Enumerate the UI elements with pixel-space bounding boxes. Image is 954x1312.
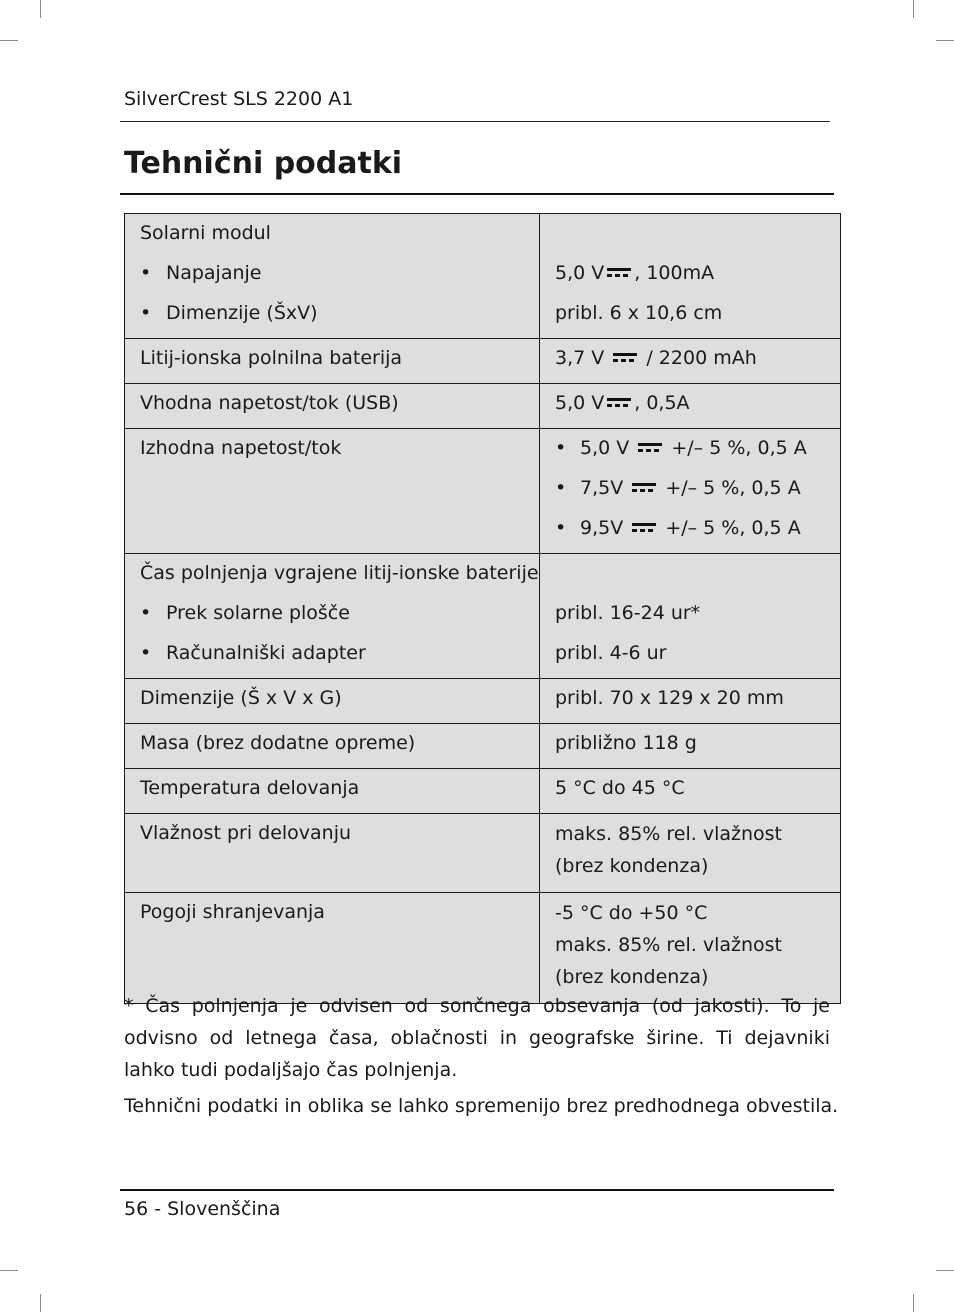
table-row	[125, 893, 841, 1004]
page-title: Tehnični podatki	[124, 146, 403, 181]
table-row	[125, 554, 841, 679]
dc-voltage-icon	[631, 481, 657, 495]
spec-value	[540, 214, 841, 339]
spec-table	[124, 213, 841, 1004]
row-label: Solarni modul	[140, 222, 271, 244]
spec-value	[540, 339, 841, 384]
spec-value	[540, 554, 841, 679]
header-rule	[120, 121, 830, 122]
table-row	[125, 814, 841, 893]
table-row	[125, 769, 841, 814]
bullet-icon: •	[555, 477, 567, 499]
dc-voltage-icon	[637, 441, 663, 455]
crop-mark	[0, 40, 18, 41]
crop-mark	[936, 1270, 954, 1271]
row-label: Dimenzije (Š x V x G)	[125, 679, 540, 724]
row-label: Temperatura delovanja	[125, 769, 540, 814]
table-row	[125, 214, 841, 339]
value-text: pribl. 16-24 ur*	[555, 602, 701, 624]
crop-mark	[40, 1294, 41, 1312]
value-text: 9,5V	[580, 517, 624, 539]
row-label: Izhodna napetost/tok	[125, 429, 540, 554]
value-text: pribl. 4-6 ur	[555, 642, 667, 664]
dc-voltage-icon	[631, 521, 657, 535]
value-text: (brez kondenza)	[555, 855, 709, 877]
crop-mark	[936, 40, 954, 41]
footnote: * Čas polnjenja je odvisen od sončnega obsevanja (od jakosti). To je odvisno od letnega časa, oblačnosti in geografske širine. Ti dejavniki lahko tudi podaljšajo čas polnjenja.	[124, 995, 830, 1081]
row-label: Vlažnost pri delovanju	[125, 814, 540, 893]
value-text: , 0,5A	[634, 392, 690, 414]
value-text: maks. 85% rel. vlažnost	[555, 823, 782, 845]
table-row	[125, 429, 841, 554]
row-label: Litij-ionska polnilna baterija	[125, 339, 540, 384]
bullet-icon: •	[140, 602, 152, 624]
value-text: 5 °C do 45 °C	[540, 769, 841, 814]
dc-voltage-icon	[606, 396, 632, 410]
value-text: -5 °C do +50 °C	[555, 902, 708, 924]
bullet-icon: •	[140, 302, 152, 324]
table-row	[125, 384, 841, 429]
value-text: / 2200 mAh	[646, 347, 757, 369]
table-row	[125, 339, 841, 384]
footer-rule	[120, 1189, 834, 1191]
row-label: Čas polnjenja vgrajene litij-ionske baterije	[140, 562, 539, 584]
crop-mark	[913, 1294, 914, 1312]
spec-label	[125, 554, 540, 679]
spec-value	[540, 384, 841, 429]
value-text: +/– 5 %, 0,5 A	[665, 517, 801, 539]
crop-mark	[40, 0, 41, 18]
table-row	[125, 724, 841, 769]
running-header: SilverCrest SLS 2200 A1	[124, 88, 354, 110]
title-rule	[120, 193, 834, 195]
sub-label: Dimenzije (ŠxV)	[166, 302, 318, 324]
value-text: približno 118 g	[540, 724, 841, 769]
value-text: 3,7 V	[555, 347, 605, 369]
crop-mark	[913, 0, 914, 18]
value-text: 5,0 V	[555, 262, 605, 284]
value-text: (brez kondenza)	[555, 966, 709, 988]
row-label: Pogoji shranjevanja	[125, 893, 540, 1004]
spec-value	[540, 814, 841, 893]
crop-mark	[0, 1270, 18, 1271]
bullet-icon: •	[555, 437, 567, 459]
value-text: 5,0 V	[580, 437, 630, 459]
value-text: +/– 5 %, 0,5 A	[671, 437, 807, 459]
value-text: pribl. 70 x 129 x 20 mm	[540, 679, 841, 724]
value-text: +/– 5 %, 0,5 A	[665, 477, 801, 499]
value-text: pribl. 6 x 10,6 cm	[555, 302, 723, 324]
dc-voltage-icon	[606, 266, 632, 280]
value-text: , 100mA	[634, 262, 715, 284]
value-text: 5,0 V	[555, 392, 605, 414]
spec-value	[540, 429, 841, 554]
bullet-icon: •	[555, 517, 567, 539]
table-row	[125, 679, 841, 724]
sub-label: Napajanje	[166, 262, 262, 284]
spec-value	[540, 893, 841, 1004]
value-text: 7,5V	[580, 477, 624, 499]
spec-label	[125, 214, 540, 339]
disclaimer-note: Tehnični podatki in oblika se lahko spremenijo brez predhodnega obvestila.	[124, 1095, 839, 1117]
sub-label: Računalniški adapter	[166, 642, 366, 664]
value-text: maks. 85% rel. vlažnost	[555, 934, 782, 956]
bullet-icon: •	[140, 642, 152, 664]
row-label: Vhodna napetost/tok (USB)	[125, 384, 540, 429]
row-label: Masa (brez dodatne opreme)	[125, 724, 540, 769]
sub-label: Prek solarne plošče	[166, 602, 350, 624]
dc-voltage-icon	[612, 351, 638, 365]
page-number: 56 - Slovenščina	[124, 1198, 281, 1220]
bullet-icon: •	[140, 262, 152, 284]
